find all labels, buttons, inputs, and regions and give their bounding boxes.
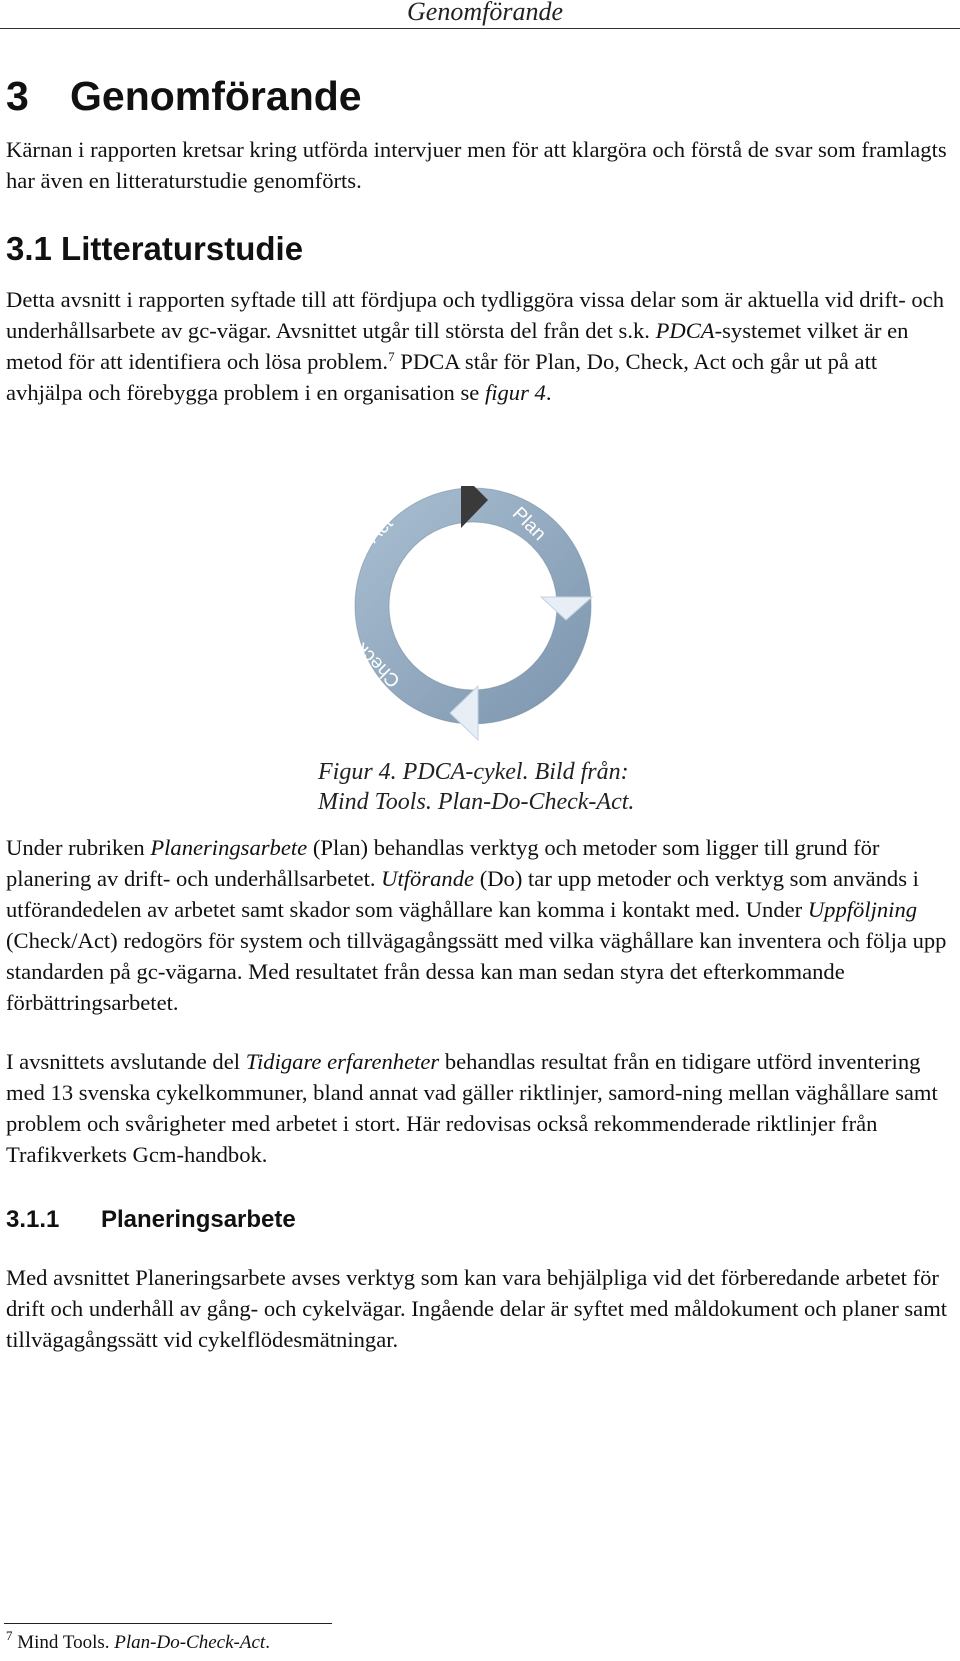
planning-paragraph: Med avsnittet Planeringsarbete avses verktyg som kan vara behjälpliga vid det förberedande arbetet för drift och underhåll av gång- och cykelvägar. Ingående delar är syftet med måldokument och planer samt tillvägagångssätt vid cykelflödesmätningar.	[6, 1265, 948, 1352]
uppfoljning-emphasis: Uppföljning	[807, 897, 918, 922]
running-header	[0, 0, 960, 29]
subsection-number: 3.1	[6, 230, 52, 267]
lower-content	[6, 832, 954, 1355]
footnote-source: Mind Tools.	[17, 1632, 110, 1653]
footnote-end: .	[265, 1632, 270, 1653]
para-text: (Check/Act) redogörs för system och tillvägagångssätt med vilka väghållare kan inventera och följa upp standarden på gc-vägarna. Med resultatet från dessa kan man sedan styra det efterkommande förbättringsarbetet.	[6, 928, 947, 1015]
subsection-heading	[6, 224, 954, 274]
para-text: (Do) tar upp metoder och verktyg som används i utförandedelen av arbetet samt skador som väghållare kan komma i kontakt med. Under	[6, 866, 919, 922]
para-text: Under rubriken	[6, 835, 145, 860]
pdca-cycle-diagram	[340, 486, 640, 756]
overview-paragraph	[6, 832, 954, 1018]
para-text: behandlas resultat från en tidigare utförd inventering med 13 svenska cykelkommuner, bland annat vad gäller riktlinjer, samord-ning mellan väghållare samt problem och svårigheter med arbetet i stort. Här redovisas också rekommenderade riktlinjer från Trafikverkets Gcm-handbok.	[6, 1049, 938, 1167]
figure-reference[interactable]: figur 4	[484, 380, 546, 405]
subsection-title: Litteraturstudie	[61, 230, 304, 267]
para-text: -systemet vilket är en metod för att identifiera och lösa problem.	[6, 318, 909, 374]
check-label: Check	[351, 638, 405, 692]
para-text: .	[545, 380, 552, 405]
figure-caption	[318, 757, 678, 817]
ring-inner-edge	[389, 522, 557, 690]
literature-paragraph	[6, 284, 954, 408]
para-text: (Plan) behandlas verktyg och metoder som ligger till grund för planering av drift- och underhållsarbetet.	[6, 835, 880, 891]
running-header-title: Genomförande	[407, 0, 563, 26]
footnote	[6, 1630, 270, 1656]
act-label: Act	[362, 512, 398, 548]
intro-paragraph: Kärnan i rapporten kretsar kring utförda intervjuer men för att klargöra och förstå de svar som framlagts har även en litteraturstudie genomförts.	[6, 137, 947, 193]
pdca-emphasis: PDCA	[655, 318, 715, 343]
page-content	[6, 64, 954, 408]
footnote-divider	[4, 1623, 332, 1624]
para-text: PDCA står för Plan, Do, Check, Act och går ut på att avhjälpa och förebygga problem i en organisation se	[6, 349, 878, 405]
do-label: Do	[505, 641, 538, 674]
plan-label: Plan	[508, 503, 550, 545]
subsubsection-number: 3.1.1	[6, 1206, 60, 1233]
pdca-cycle-figure	[340, 486, 640, 756]
section-number: 3	[6, 73, 29, 119]
section-heading	[6, 64, 954, 128]
planeringsarbete-emphasis: Planeringsarbete	[150, 835, 308, 860]
tidigare-erfarenheter-emphasis: Tidigare erfarenheter	[245, 1049, 440, 1074]
section-title: Genomförande	[70, 73, 362, 119]
subsubsection-heading	[6, 1200, 954, 1240]
caption-line: Mind Tools. Plan-Do-Check-Act.	[318, 789, 635, 815]
footnote-ref[interactable]: 7	[388, 349, 395, 364]
footnote-title: Plan-Do-Check-Act	[114, 1632, 266, 1653]
para-text: I avsnittets avslutande del	[6, 1049, 241, 1074]
caption-line: Figur 4. PDCA-cykel. Bild från:	[318, 759, 629, 785]
para-text: Detta avsnitt i rapporten syftade till att fördjupa och tydliggöra vissa delar som är aktuella vid drift- och underhållsarbete av gc-vägar. Avsnittet utgår till största del från det s.k.	[6, 287, 944, 343]
utforande-emphasis: Utförande	[381, 866, 475, 891]
footnote-number: 7	[6, 1628, 13, 1643]
subsubsection-title: Planeringsarbete	[101, 1206, 296, 1233]
closing-paragraph	[6, 1046, 954, 1170]
